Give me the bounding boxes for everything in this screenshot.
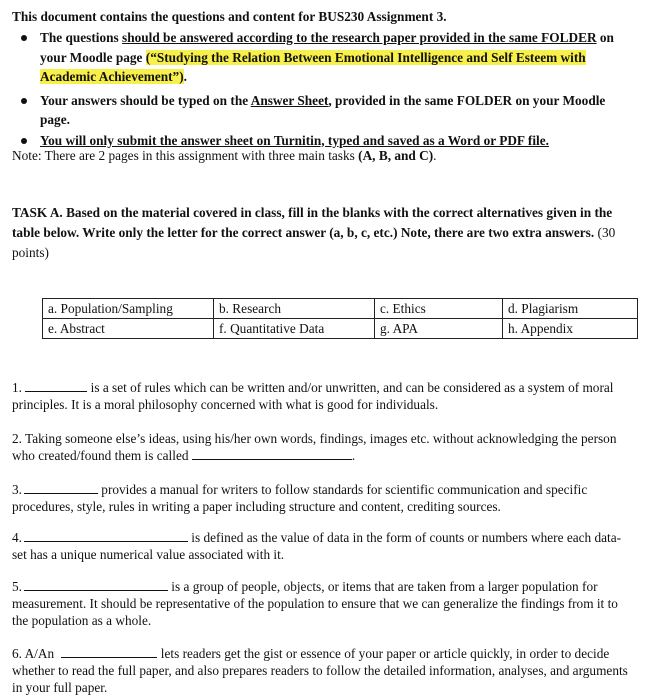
instruction-item-1 — [12, 28, 632, 87]
q3-text: provides a manual for writers to follow standards for scientific communication and specific procedures, style, rules in writing a paper including structure and content, crediting sources. — [12, 482, 588, 514]
note-part2: (A, B, and C) — [358, 148, 434, 163]
table-row — [43, 319, 638, 339]
question-1 — [12, 379, 632, 413]
option-cell: f. Quantitative Data — [214, 319, 375, 339]
option-cell: h. Appendix — [503, 319, 638, 339]
q2-end: . — [351, 448, 356, 463]
question-4 — [12, 529, 632, 563]
question-5 — [12, 578, 632, 629]
question-3 — [12, 481, 632, 515]
q6-text: lets readers get the gist or essence of your paper or article quickly, in order to decide whether to read the full paper, and also prepares readers to follow the detailed information, analyses, and arguments in your full paper. — [12, 646, 628, 695]
bullet-icon — [21, 98, 27, 104]
table-row — [43, 299, 638, 319]
instruction-list — [12, 28, 632, 150]
b1-part1: The questions — [40, 30, 123, 45]
option-cell: e. Abstract — [43, 319, 214, 339]
paper-title-highlight: (“Studying the Relation Between Emotional Intelligence and Self Esteem with Academic Achievement”) — [40, 49, 586, 84]
intro-line: This document contains the questions and content for BUS230 Assignment 3. — [12, 9, 447, 24]
answer-blank-5[interactable] — [24, 578, 168, 591]
b1-part3: on your Moodle page — [40, 30, 614, 65]
option-cell: c. Ethics — [375, 299, 503, 319]
answer-sheet-text: Answer Sheet — [250, 92, 329, 108]
b1-part2: should be answered according to the research paper provided in the same FOLDER — [122, 30, 597, 45]
option-cell: b. Research — [214, 299, 375, 319]
task-a-text: TASK A. Based on the material covered in class, fill in the blanks with the correct alternatives given in the table below. Write only the letter for the correct answer (a, b, c, etc.) Note, there are two extra answers. — [12, 205, 613, 240]
question-6 — [12, 645, 632, 696]
q6-number: 6. A/An — [12, 646, 55, 661]
answer-blank-6[interactable] — [61, 645, 157, 658]
b1-part5: . — [183, 69, 187, 84]
question-2 — [12, 430, 632, 464]
task-a-instructions — [12, 203, 632, 263]
options-table — [42, 298, 638, 339]
q2-text: 2. Taking someone else’s ideas, using his/her own words, findings, images etc. without acknowledging the person who created/found them is called — [12, 431, 617, 463]
q4-number: 4. — [12, 530, 22, 545]
option-cell: g. APA — [375, 319, 503, 339]
note-part3: . — [433, 148, 437, 163]
answer-blank-2[interactable] — [192, 447, 352, 460]
q1-text: is a set of rules which can be written and/or unwritten, and can be considered as a system of moral principles. It is a moral philosophy concerned with what is good for individuals. — [12, 380, 614, 412]
q1-number: 1. — [12, 380, 22, 395]
b2-part1: Your answers should be typed on the — [40, 92, 251, 108]
instruction-item-2 — [12, 91, 632, 130]
q5-text: is a group of people, objects, or items that are taken from a larger population for measurement. It should be representative of the population to ensure that we can generalize the findings from it to the population as a whole. — [12, 579, 618, 628]
answer-blank-3[interactable] — [24, 481, 98, 494]
answer-blank-4[interactable] — [24, 529, 188, 542]
option-cell: a. Population/Sampling — [43, 299, 214, 319]
q5-number: 5. — [12, 579, 22, 594]
task-a-points: (30 points) — [12, 225, 616, 260]
q4-text: is defined as the value of data in the form of counts or numbers where each data-set has a unique numerical value associated with it. — [12, 530, 622, 562]
bullet-icon — [21, 35, 27, 41]
answer-blank-1[interactable] — [25, 379, 87, 392]
option-cell: d. Plagiarism — [503, 299, 638, 319]
q3-number: 3. — [12, 482, 22, 497]
b2-part3: , provided in the same FOLDER on your Moodle page. — [40, 92, 606, 127]
bullet-icon — [21, 138, 27, 144]
note-line — [12, 148, 632, 164]
b3-text: You will only submit the answer sheet on Turnitin, typed and saved as a Word or PDF file. — [40, 132, 549, 148]
note-part1: Note: There are 2 pages in this assignment with three main tasks — [12, 148, 359, 163]
